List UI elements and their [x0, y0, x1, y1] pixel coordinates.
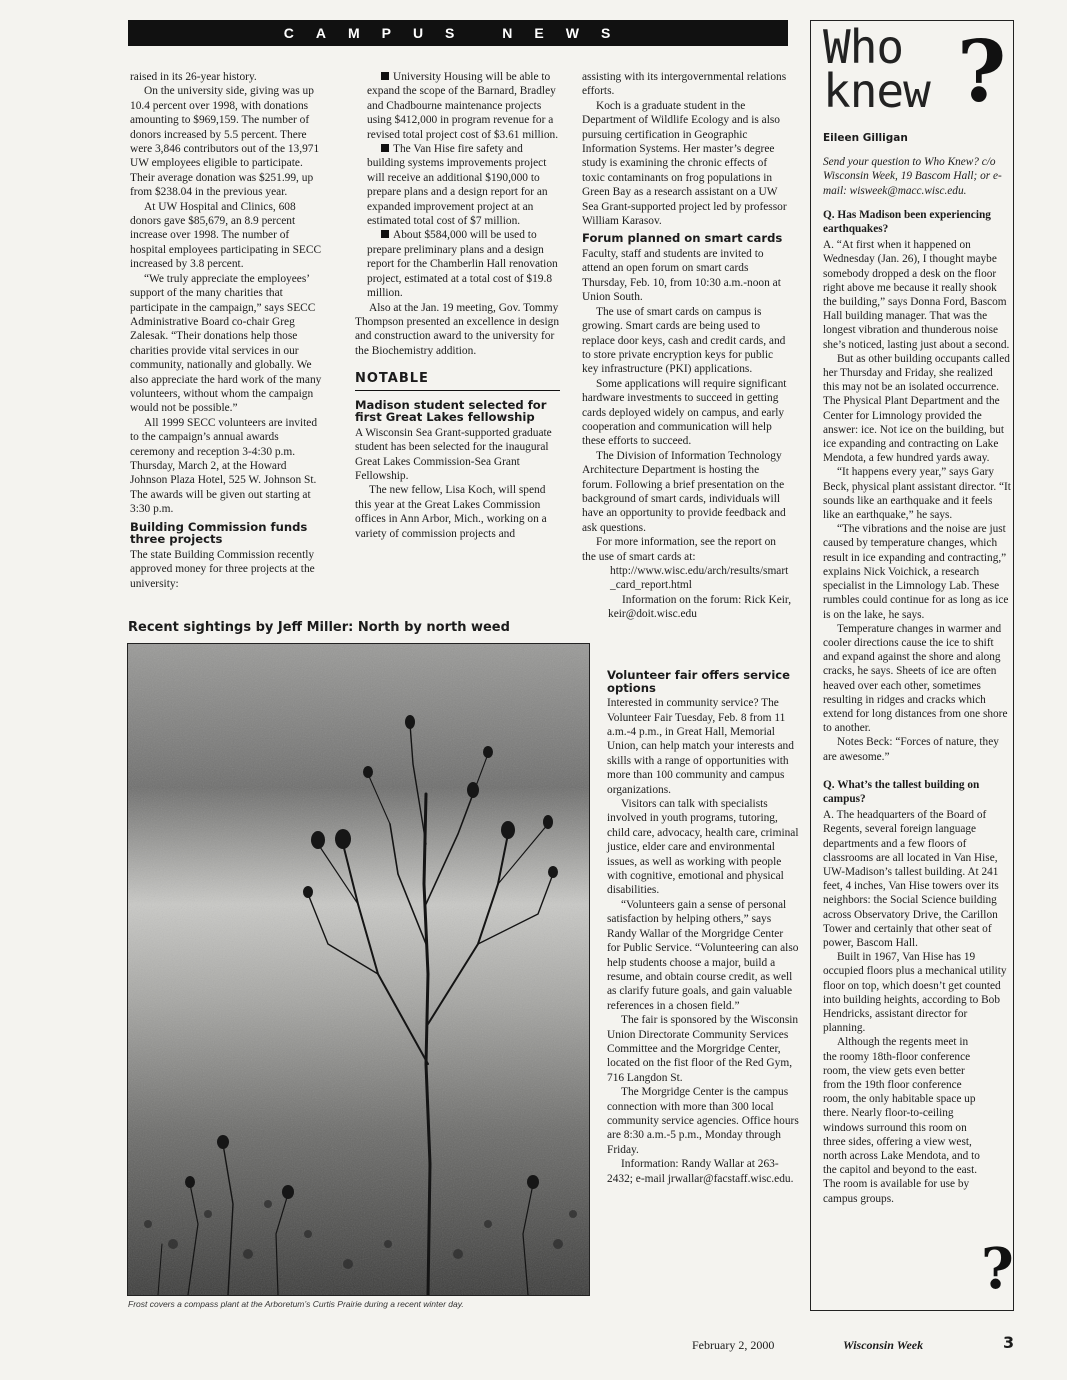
- bullet-item: University Housing will be able to expand the scope of the Barnard, Bradley and Chadbourne maintenance projects using $412,000 in program revenue for a revised total project cost of $3.61 million.: [367, 71, 559, 141]
- answer-paragraph: “The vibrations and the noise are just caused by temperature changes, which result in ice expanding and contracting,” explains Nick Voichick, a research specialist in the Limnology Lab. These rumbles could continue for as long as ice is on the lake, he says.: [823, 523, 1009, 621]
- paragraph: Information on the forum: Rick Keir, keir@doit.wisc.edu: [608, 593, 792, 621]
- paragraph: Koch is a graduate student in the Department of Wildlife Ecology and is also pursuing certification in Geographic Information Systems. Her master’s degree study is examining the chronic effects of toxic contaminants on frog populations in Green Bay as a research assistant on a UW Sea Grant-supported project led by professor William Karasov.: [582, 99, 787, 228]
- question-heading: Q. What’s the tallest building on campus?: [823, 778, 980, 805]
- answer-paragraph: A. “At first when it happened on Wednesday (Jan. 26), I thought maybe somebody dropped a desk on the floor right above me because it really shook the building,” says Donna Ford, Bascom Hall building manager. That was the longest vibration and thunderous noise she’s noticed, lasting just about a second.: [823, 239, 1010, 351]
- paragraph: Also at the Jan. 19 meeting, Gov. Tommy Thompson presented an excellence in design and construction award to the university for the Biochemistry addition.: [355, 301, 560, 357]
- paragraph: The Division of Information Technology Architecture Department is hosting the forum. Following a brief presentation on the background of smart cards, individuals will have an opportunity to provide feedback and ask questions.: [582, 449, 786, 534]
- bullet-square-icon: [381, 72, 389, 80]
- weed-photo: [127, 643, 590, 1296]
- bullet-item: About $584,000 will be used to prepare preliminary plans and a design report for the Chamberlin Hall renovation project, estimated at a total cost of $19.8 million.: [367, 229, 558, 300]
- answer-paragraph: A. The headquarters of the Board of Regents, several foreign language departments and a few floors of classrooms are all located in Van Hise, UW-Madison’s tallest building. At 241 feet, 4 inches, Van Hise towers over its neighbors: the Social Science building across Observatory Drive, the Carillon Tower and certainly that other seat of power, Bascom Hall.: [823, 809, 999, 949]
- column-3: [582, 70, 792, 622]
- answer-paragraph: Although the regents meet in the roomy 18th-floor conference room, the view gets even better from the 19th floor conference room, the only habitable space up there. Nearly floor-to-ceiling windows surround this room on three sides, offering a view west, north across Lake Mendota, and to the capitol and beyond to the east. The room is available for use by campus groups.: [823, 1036, 980, 1205]
- question-mark-icon: ?: [981, 1236, 1014, 1302]
- paragraph: The Morgridge Center is the campus connection with more than 300 local community service agencies. Office hours are 8:30 a.m.-5 p.m., Monday through Friday.: [607, 1086, 799, 1156]
- column-2: [355, 70, 560, 541]
- paragraph: For more information, see the report on the use of smart cards at:: [582, 536, 776, 563]
- question-heading: Q. Has Madison been experiencing earthquakes?: [823, 208, 991, 236]
- page-number: 3: [1003, 1333, 1015, 1352]
- answer-paragraph: Temperature changes in warmer and cooler directions cause the ice to shift and expand against the shore and along cracks, he says. Sheets of ice are often heaved over each other, sometimes resulting in ridges and cracks which extend for long distances from one shore to another.: [823, 622, 1008, 735]
- paragraph: The use of smart cards on campus is growing. Smart cards are being used to replace door keys, cash and credit cards, and to store private encryption keys for public key infrastructure (PKI) applications.: [582, 305, 786, 376]
- sidebar-body: [823, 131, 1011, 1206]
- author-byline: Eileen Gilligan: [823, 132, 908, 144]
- paragraph: Interested in community service? The Volunteer Fair Tuesday, Feb. 8 from 11 a.m.-4 p.m., in Great Hall, Memorial Union, can help match your interests and skills with a range of opportunities with more than 100 community and campus organizations.: [607, 697, 794, 796]
- paragraph: assisting with its intergovernmental relations efforts.: [582, 71, 787, 98]
- paragraph: At UW Hospital and Clinics, 608 donors gave $85,679, an 8.9 percent increase over 1998. The number of hospital employees participating in SECC increased by 3.8 percent.: [130, 200, 322, 271]
- question-mark-icon: ?: [957, 22, 1007, 121]
- paragraph: The state Building Commission recently approved money for three projects at the university:: [130, 548, 315, 590]
- answer-paragraph: “It happens every year,” says Gary Beck, physical plant assistant director. “It sounds like an earthquake and it feels like an earthquake,” he says.: [823, 466, 1011, 522]
- section-band: CAMPUS NEWS: [128, 20, 788, 46]
- sidebar-title: Who knew: [823, 20, 930, 118]
- bullet-item: The Van Hise fire safety and building systems improvements project will receive an additional $190,000 to prepare plans and a design report for an expanded improvement project at an estimated total cost of $7 million.: [367, 143, 548, 228]
- who-knew-sidebar: [810, 20, 1014, 1311]
- paragraph: raised in its 26-year history.: [130, 71, 257, 83]
- photo-heading: Recent sightings by Jeff Miller: North by north weed: [128, 620, 510, 635]
- send-question-note: Send your question to Who Knew? c/o Wisconsin Week, 19 Bascom Hall; or e-mail: wisweek@macc.wisc.edu.: [823, 156, 1002, 197]
- publication-name: Wisconsin Week: [843, 1338, 924, 1352]
- paragraph: On the university side, giving was up 10.4 percent over 1998, with donations amounting to $969,159. The number of donors increased by 5.5 percent. There were 3,846 contributors out of the 13,971 UW employees eligible to participate. Their average donation was $251.99, up from $238.04 in the previous year.: [130, 85, 320, 199]
- paragraph: Visitors can talk with specialists involved in youth programs, tutoring, child care, advocacy, health care, criminal justice, elder care and environmental issues, as well as working with people with cognitive, emotional and physical disabilities.: [607, 798, 799, 897]
- answer-paragraph: Notes Beck: “Forces of nature, they are awesome.”: [823, 736, 999, 763]
- answer-paragraph: But as other building occupants called her Thursday and Friday, she realized this may not be an isolated occurrence. The Physical Plant Department and the Center for Limnology provided the answer: ice. Not ice on the building, but ice expanding and contracting on Lake Mendota, a few hundred yards away.: [823, 352, 1010, 465]
- column-1: [130, 70, 322, 591]
- paragraph: The fair is sponsored by the Wisconsin Union Directorate Community Services Committee and the Morgridge Center, located on the fist floor of the Red Gym, 716 Langdon St.: [607, 1014, 799, 1084]
- section-heading: Volunteer fair offers service options: [607, 668, 791, 695]
- frosted-plant-image: [128, 644, 589, 1295]
- answer-paragraph: Built in 1967, Van Hise has 19 occupied floors plus a mechanical utility floor on top, which doesn’t get counted into building heights, according to Bob Hendricks, assistant director for planning.: [823, 951, 1007, 1035]
- bullet-square-icon: [381, 230, 389, 238]
- photo-caption: Frost covers a compass plant at the Arboretum’s Curtis Prairie during a recent winter day.: [128, 1299, 464, 1309]
- paragraph: Some applications will require significant hardware investments to succeed in getting cards deployed widely on campus, and early cooperation and communication will help these efforts to succeed.: [582, 377, 787, 448]
- paragraph: Information: Randy Wallar at 263-2432; e-mail jrwallar@facstaff.wisc.edu.: [607, 1158, 794, 1185]
- section-heading: Building Commission funds three projects: [130, 519, 308, 547]
- section-heading: Madison student selected for first Great Lakes fellowship: [355, 397, 547, 425]
- paragraph: “Volunteers gain a sense of personal satisfaction by helping others,” says Randy Wallar of the Morgridge Center for Public Service. “Volunteering can also help students choose a major, build a resume, and obtain course credit, as well as clarify future goals, and gain valuable references in a chosen field.”: [607, 898, 799, 1012]
- bullet-square-icon: [381, 144, 389, 152]
- paragraph: All 1999 SECC volunteers are invited to the campaign’s annual awards ceremony and reception 3-4:30 p.m. Thursday, March 2, at the Howard Johnson Plaza Hotel, 525 W. Johnson St. The awards will be given out starting at 3:30 p.m.: [130, 416, 318, 516]
- paragraph: The new fellow, Lisa Koch, will spend this year at the Great Lakes Commission offices in Ann Arbor, Mich., working on a variety of commission projects and: [355, 484, 547, 540]
- paragraph: A Wisconsin Sea Grant-supported graduate student has been selected for the inaugural Great Lakes Commission-Sea Grant Fellowship.: [355, 426, 552, 482]
- paragraph: Faculty, staff and students are invited to attend an open forum on smart cards Thursday, Feb. 10, from 10:30 a.m.-noon at Union South.: [582, 248, 781, 304]
- section-heading: Forum planned on smart cards: [582, 231, 783, 246]
- paragraph: “We truly appreciate the employees’ support of the many charities that participate in the campaign,” says SECC Administrative Board co-chair Greg Zalesak. “Their donations help those charities provide vital services in our community, nationally and globally. We also appreciate the hard work of the many volunteers, without whom the campaign would not be possible.”: [130, 272, 322, 415]
- notable-heading: NOTABLE: [355, 372, 560, 390]
- issue-date: February 2, 2000: [692, 1338, 775, 1352]
- report-url: http://www.wisc.edu/arch/results/smart_card_report.html: [610, 565, 789, 592]
- column-3-continued: [607, 665, 799, 1186]
